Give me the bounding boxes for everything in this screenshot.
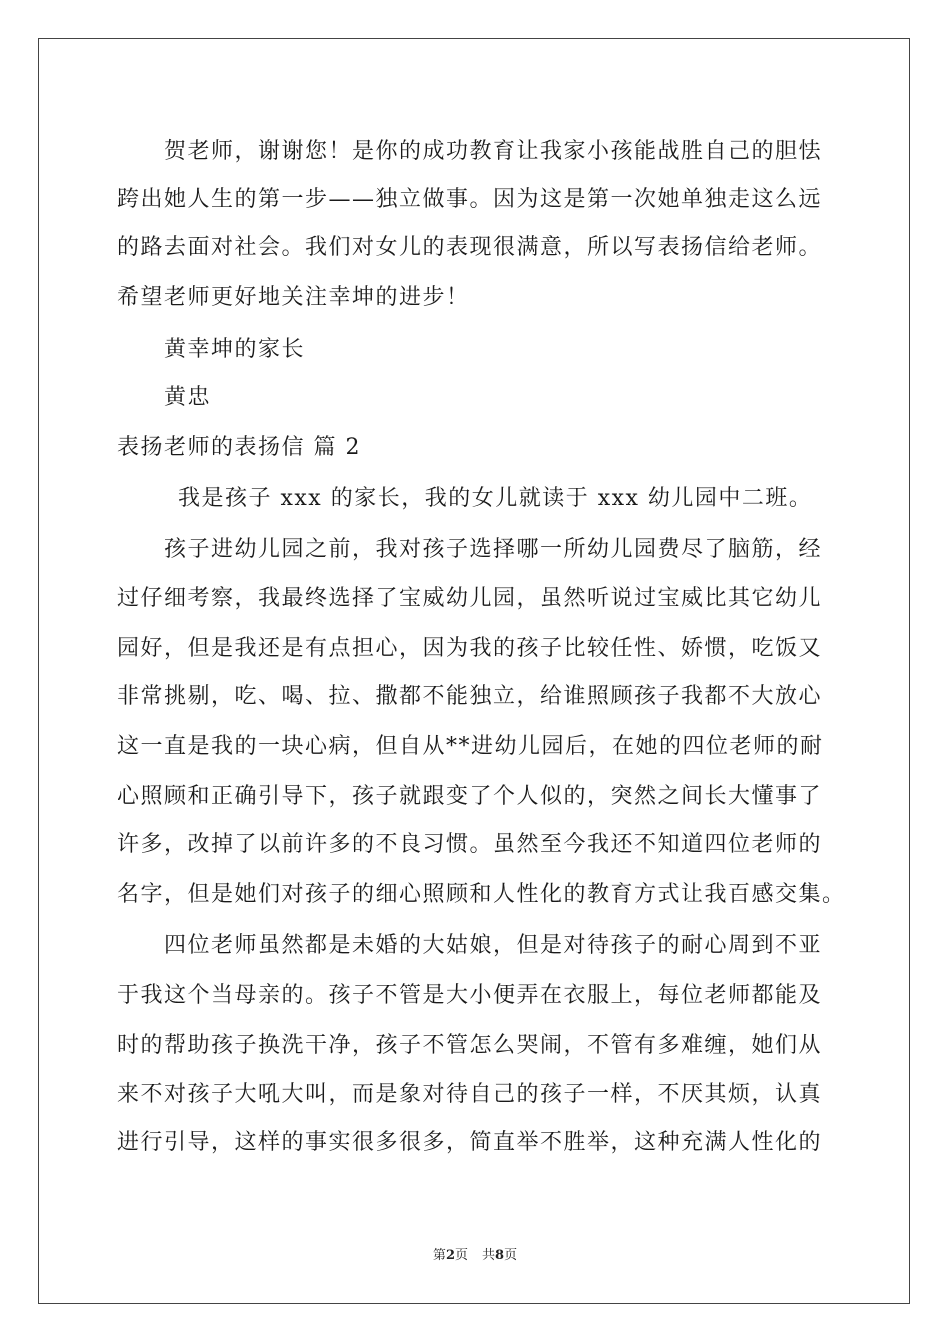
signature-line: 黄幸坤的家长 bbox=[164, 337, 306, 362]
text-line: 进行引导，这样的事实很多很多，简直举不胜举，这种充满人性化的 bbox=[117, 1130, 823, 1155]
page-prefix: 第 bbox=[432, 1248, 446, 1263]
total-suffix: 页 bbox=[504, 1248, 518, 1263]
text-line: 心照顾和正确引导下，孩子就跟变了个人似的，突然之间长大懂事了 bbox=[117, 784, 823, 809]
text-line: 非常挑剔，吃、喝、拉、撒都不能独立，给谁照顾孩子我都不大放心 bbox=[117, 684, 823, 709]
page-footer bbox=[0, 1247, 950, 1265]
text-line: 贺老师，谢谢您！是你的成功教育让我家小孩能战胜自己的胆怯 bbox=[164, 139, 823, 164]
page-number: 2 bbox=[445, 1248, 455, 1263]
text-line: 孩子进幼儿园之前，我对孩子选择哪一所幼儿园费尽了脑筋，经 bbox=[164, 537, 823, 562]
text-line: 来不对孩子大吼大叫，而是象对待自己的孩子一样，不厌其烦，认真 bbox=[117, 1082, 823, 1107]
text-line: 园好，但是我还是有点担心，因为我的孩子比较任性、娇惯，吃饭又 bbox=[117, 636, 823, 661]
text-line: 我是孩子 xxx 的家长，我的女儿就读于 xxx 幼儿园中二班。 bbox=[178, 486, 813, 511]
total-pages: 8 bbox=[495, 1248, 505, 1263]
text-line: 的路去面对社会。我们对女儿的表现很满意，所以写表扬信给老师。 bbox=[117, 235, 823, 260]
total-prefix: 共 bbox=[482, 1248, 496, 1263]
text-line: 四位老师虽然都是未婚的大姑娘，但是对待孩子的耐心周到不亚 bbox=[164, 933, 823, 958]
page-suffix: 页 bbox=[454, 1248, 468, 1263]
section-heading: 表扬老师的表扬信 篇 2 bbox=[117, 435, 361, 460]
text-line: 过仔细考察，我最终选择了宝威幼儿园，虽然听说过宝威比其它幼儿 bbox=[117, 586, 823, 611]
text-line: 这一直是我的一块心病，但自从**进幼儿园后，在她的四位老师的耐 bbox=[117, 734, 824, 759]
text-line: 希望老师更好地关注幸坤的进步！ bbox=[117, 285, 470, 310]
signature-name: 黄忠 bbox=[164, 385, 212, 410]
text-line: 于我这个当母亲的。孩子不管是大小便弄在衣服上，每位老师都能及 bbox=[117, 983, 823, 1008]
text-line: 名字，但是她们对孩子的细心照顾和人性化的教育方式让我百感交集。 bbox=[117, 882, 846, 907]
text-line: 跨出她人生的第一步——独立做事。因为这是第一次她单独走这么远 bbox=[117, 187, 823, 212]
page-border bbox=[38, 38, 910, 1304]
text-line: 许多，改掉了以前许多的不良习惯。虽然至今我还不知道四位老师的 bbox=[117, 832, 823, 857]
text-line: 时的帮助孩子换洗干净，孩子不管怎么哭闹，不管有多难缠，她们从 bbox=[117, 1033, 823, 1058]
